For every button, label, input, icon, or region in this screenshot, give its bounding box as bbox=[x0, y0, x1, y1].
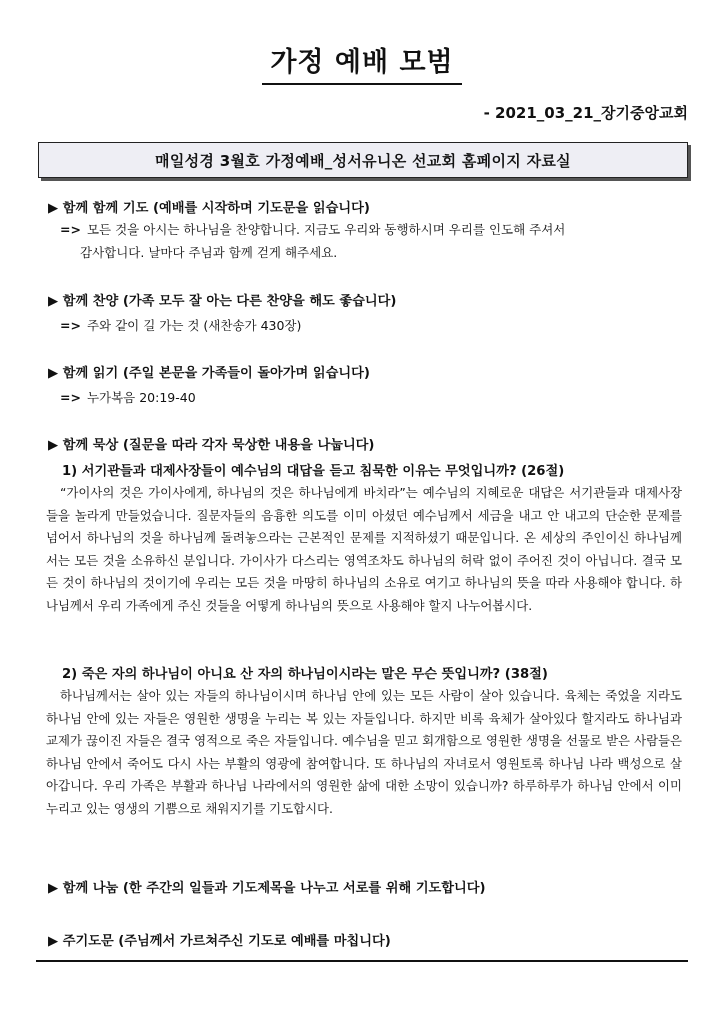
bottom-rule bbox=[36, 960, 688, 962]
hymn-text: 주와 같이 길 가는 것 (새찬송가 430장) bbox=[86, 318, 302, 333]
arrow-marker: => bbox=[60, 390, 81, 405]
question-2: 2) 죽은 자의 하나님이 아니요 산 자의 하나님이시라는 말은 무슨 뜻입니까? (38절) bbox=[62, 667, 548, 682]
scripture-reference: 누가복음 20:19-40 bbox=[86, 390, 196, 405]
section-meditation-heading: ▶ 함께 묵상 (질문을 따라 각자 묵상한 내용을 나눕니다) bbox=[48, 438, 375, 453]
source-banner bbox=[38, 142, 688, 178]
answer-2-paragraph: 하나님께서는 살아 있는 자들의 하나님이시며 하나님 안에 있는 모든 사람이 살아 있습니다. 육체는 죽었을 지라도 하나님 안에 있는 자들은 영원한 생명을 누리는 복 있는 자들입니다. 하지만 비록 육체가 살아있다 할지라도 하나님과 교제가 끊이진 자들은 결국 영적으로 죽은 자들입니다. 예수님을 믿고 회개함으로 영원한 생명을 선물로 받은 사람들은 하나님 안에서 죽어도 다시 사는 부활의 영광에 참여합니다. 또 하나님의 자녀로서 영원토록 하나님 나라 백성으로 살아갑니다. 우리 가족은 부활과 하나님 나라에서의 영원한 삶에 대한 소망이 있습니까? 하루하루가 하나님 안에서 이미 누리고 있는 영생의 기쁨으로 채워지기를 기도합시다. bbox=[46, 688, 682, 816]
section-prayer-line1 bbox=[60, 220, 565, 238]
section-lords-prayer-heading: ▶ 주기도문 (주님께서 가르쳐주신 기도로 예배를 마칩니다) bbox=[48, 934, 391, 949]
page-title: 가정 예배 모범 bbox=[270, 47, 454, 78]
section-praise-line bbox=[60, 316, 301, 334]
arrow-marker: => bbox=[60, 222, 81, 237]
arrow-marker: => bbox=[60, 318, 81, 333]
question-1: 1) 서기관들과 대제사장들이 예수님의 대답을 듣고 침묵한 이유는 무엇입니까? (26절) bbox=[62, 464, 565, 479]
date-church-line: - 2021_03_21_장기중앙교회 bbox=[483, 104, 688, 122]
section-reading-line bbox=[60, 388, 196, 406]
prayer-text-1: 모든 것을 아시는 하나님을 찬양합니다. 지금도 우리와 동행하시며 우리를 인도해 주셔서 bbox=[86, 222, 566, 237]
section-prayer-heading: ▶ 함께 함께 기도 (예배를 시작하며 기도문을 읽습니다) bbox=[48, 201, 370, 216]
answer-1-paragraph: “가이사의 것은 가이사에게, 하나님의 것은 하나님에게 바치라”는 예수님의 지혜로운 대답은 서기관들과 대제사장들을 놀라게 만들었습니다. 질문자들의 음흉한 의도를 이미 아셨던 예수님께서 세금을 내고 안 내고의 단순한 문제를 넘어서 하나님의 것을 하나님께 돌려놓으라는 근본적인 문제를 지적하셨기 때문입니다. 온 세상의 주인이신 하나님께서는 모든 것을 소유하신 분입니다. 가이사가 다스리는 영역조차도 하나님의 허락 없이 주어진 것이 아닙니다. 결국 모든 것이 하나님의 것이기에 우리는 모든 것을 마땅히 하나님의 소유로 여기고 하나님의 뜻을 따라 사용해야 합니다. 하나님께서 우리 가족에게 주신 것들을 어떻게 하나님의 뜻으로 사용해야 할지 나누어봅시다. bbox=[46, 485, 682, 613]
title-underline bbox=[262, 83, 462, 85]
section-reading-heading: ▶ 함께 읽기 (주일 본문을 가족들이 돌아가며 읽습니다) bbox=[48, 366, 370, 381]
source-banner-text: 매일성경 3월호 가정예배_성서유니온 선교회 홈페이지 자료실 bbox=[155, 151, 571, 170]
section-sharing-heading: ▶ 함께 나눔 (한 주간의 일들과 기도제목을 나누고 서로를 위해 기도합니다) bbox=[48, 881, 486, 896]
prayer-text-2: 감사합니다. 날마다 주님과 함께 걷게 해주세요. bbox=[80, 245, 338, 260]
section-praise-heading: ▶ 함께 찬양 (가족 모두 잘 아는 다른 찬양을 해도 좋습니다) bbox=[48, 294, 397, 309]
